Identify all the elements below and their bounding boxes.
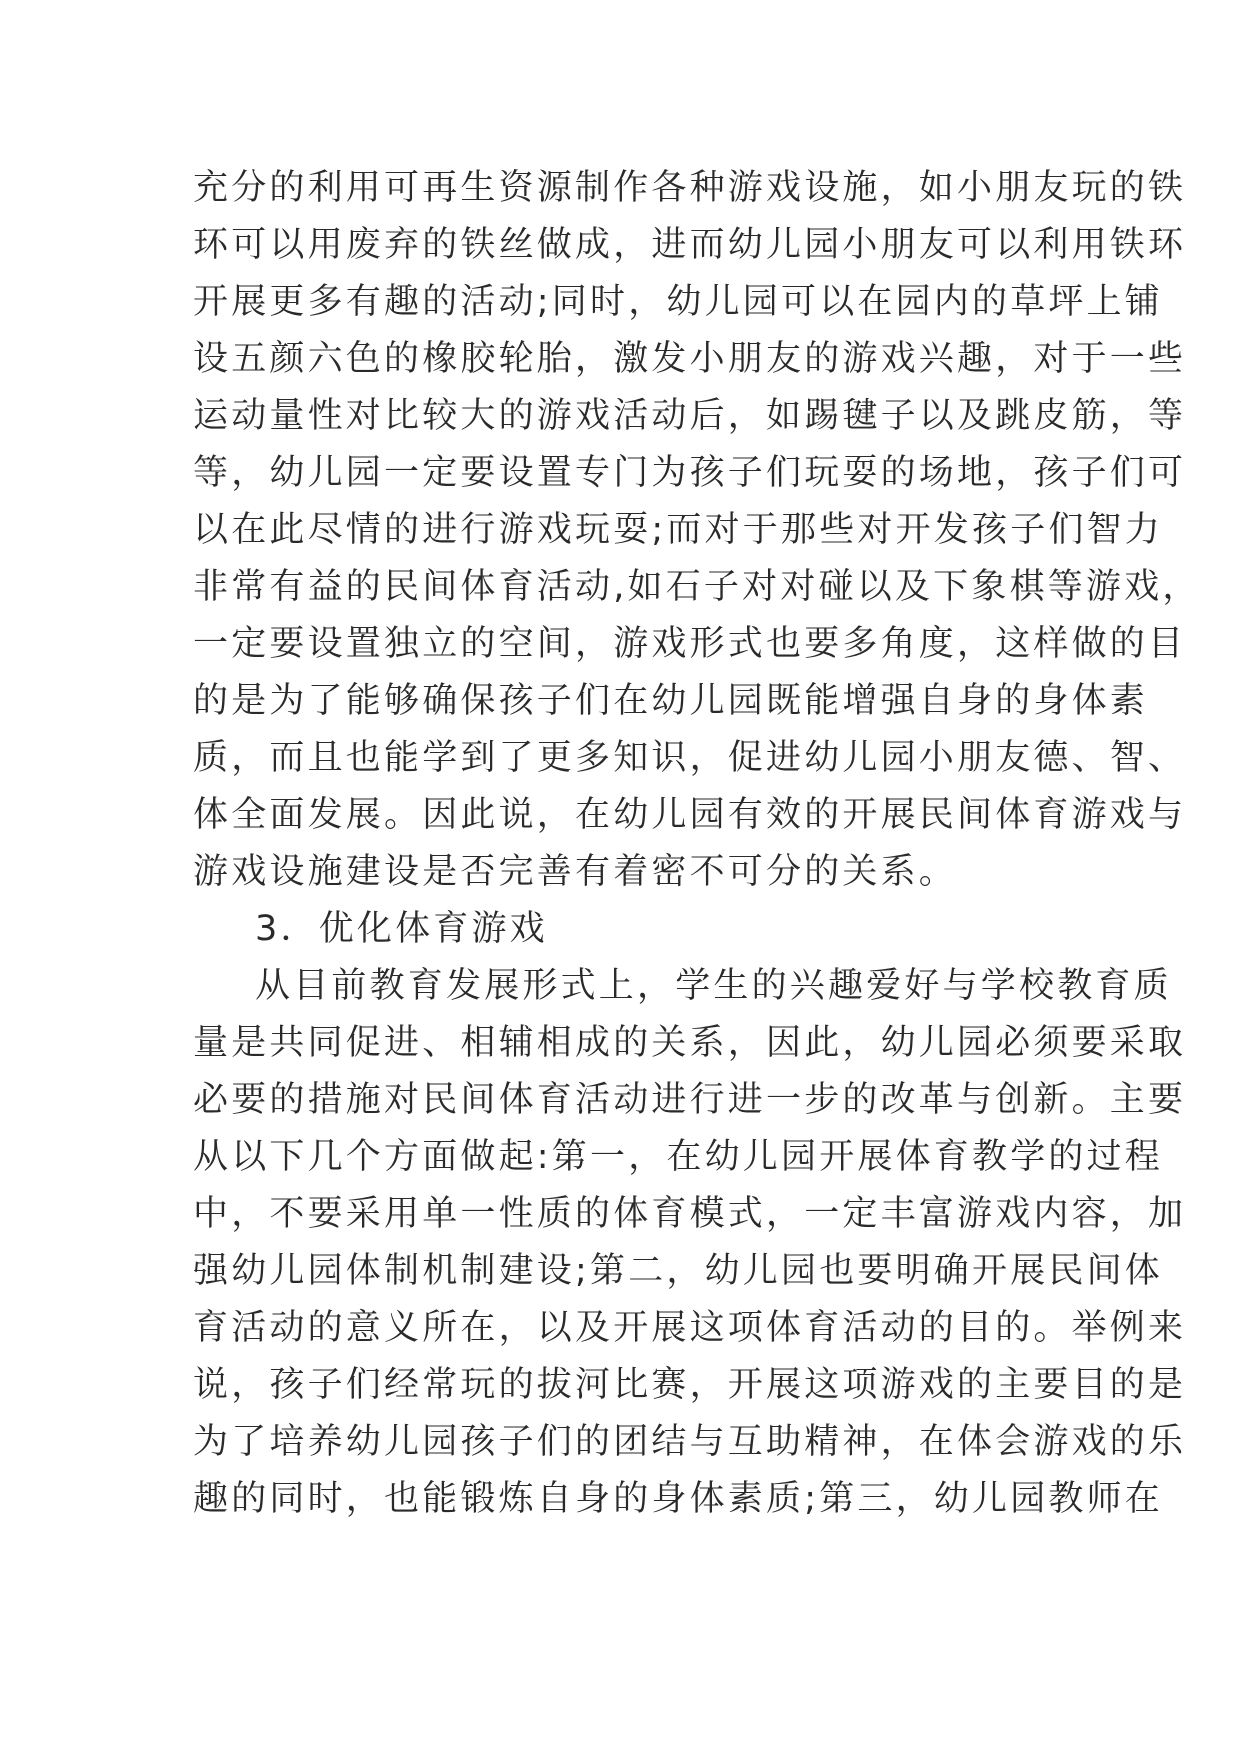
text-line: 充分的利用可再生资源制作各种游戏设施，如小朋友玩的铁 <box>193 168 1187 208</box>
text-line: 开展更多有趣的活动;同时，幼儿园可以在园内的草坪上铺 <box>193 282 1163 322</box>
section-heading: 3．优化体育游戏 <box>255 909 548 949</box>
text-line: 量是共同促进、相辅相成的关系，因此，幼儿园必须要采取 <box>193 1023 1187 1063</box>
text-line: 一定要设置独立的空间，游戏形式也要多角度，这样做的目 <box>193 624 1187 664</box>
text-line: 运动量性对比较大的游戏活动后，如踢毽子以及跳皮筋，等 <box>193 396 1187 436</box>
document-body <box>193 160 1201 1528</box>
text-line: 从以下几个方面做起:第一，在幼儿园开展体育教学的过程 <box>193 1137 1163 1177</box>
text-line: 从目前教育发展形式上，学生的兴趣爱好与学校教育质 <box>255 966 1172 1006</box>
paragraph-facilities <box>193 160 1201 901</box>
text-line: 中，不要采用单一性质的体育模式，一定丰富游戏内容，加 <box>193 1194 1187 1234</box>
text-line: 质，而且也能学到了更多知识，促进幼儿园小朋友德、智、 <box>193 738 1187 778</box>
text-line: 强幼儿园体制机制建设;第二，幼儿园也要明确开展民间体 <box>193 1251 1163 1291</box>
text-line: 非常有益的民间体育活动,如石子对对碰以及下象棋等游戏， <box>193 567 1201 607</box>
paragraph-optimize-games <box>193 958 1187 1528</box>
text-line: 游戏设施建设是否完善有着密不可分的关系。 <box>193 852 958 892</box>
text-line: 环可以用废弃的铁丝做成，进而幼儿园小朋友可以利用铁环 <box>193 225 1187 265</box>
text-line: 等，幼儿园一定要设置专门为孩子们玩耍的场地，孩子们可 <box>193 453 1187 493</box>
text-line: 必要的措施对民间体育活动进行进一步的改革与创新。主要 <box>193 1080 1187 1120</box>
text-line: 趣的同时，也能锻炼自身的身体素质;第三，幼儿园教师在 <box>193 1479 1163 1519</box>
text-line: 以在此尽情的进行游戏玩耍;而对于那些对开发孩子们智力 <box>193 510 1163 550</box>
text-line: 体全面发展。因此说，在幼儿园有效的开展民间体育游戏与 <box>193 795 1187 835</box>
text-line: 为了培养幼儿园孩子们的团结与互助精神，在体会游戏的乐 <box>193 1422 1187 1462</box>
text-line: 说，孩子们经常玩的拔河比赛，开展这项游戏的主要目的是 <box>193 1365 1187 1405</box>
text-line: 育活动的意义所在，以及开展这项体育活动的目的。举例来 <box>193 1308 1187 1348</box>
text-line: 设五颜六色的橡胶轮胎，激发小朋友的游戏兴趣，对于一些 <box>193 339 1187 379</box>
text-line: 的是为了能够确保孩子们在幼儿园既能增强自身的身体素 <box>193 681 1149 721</box>
